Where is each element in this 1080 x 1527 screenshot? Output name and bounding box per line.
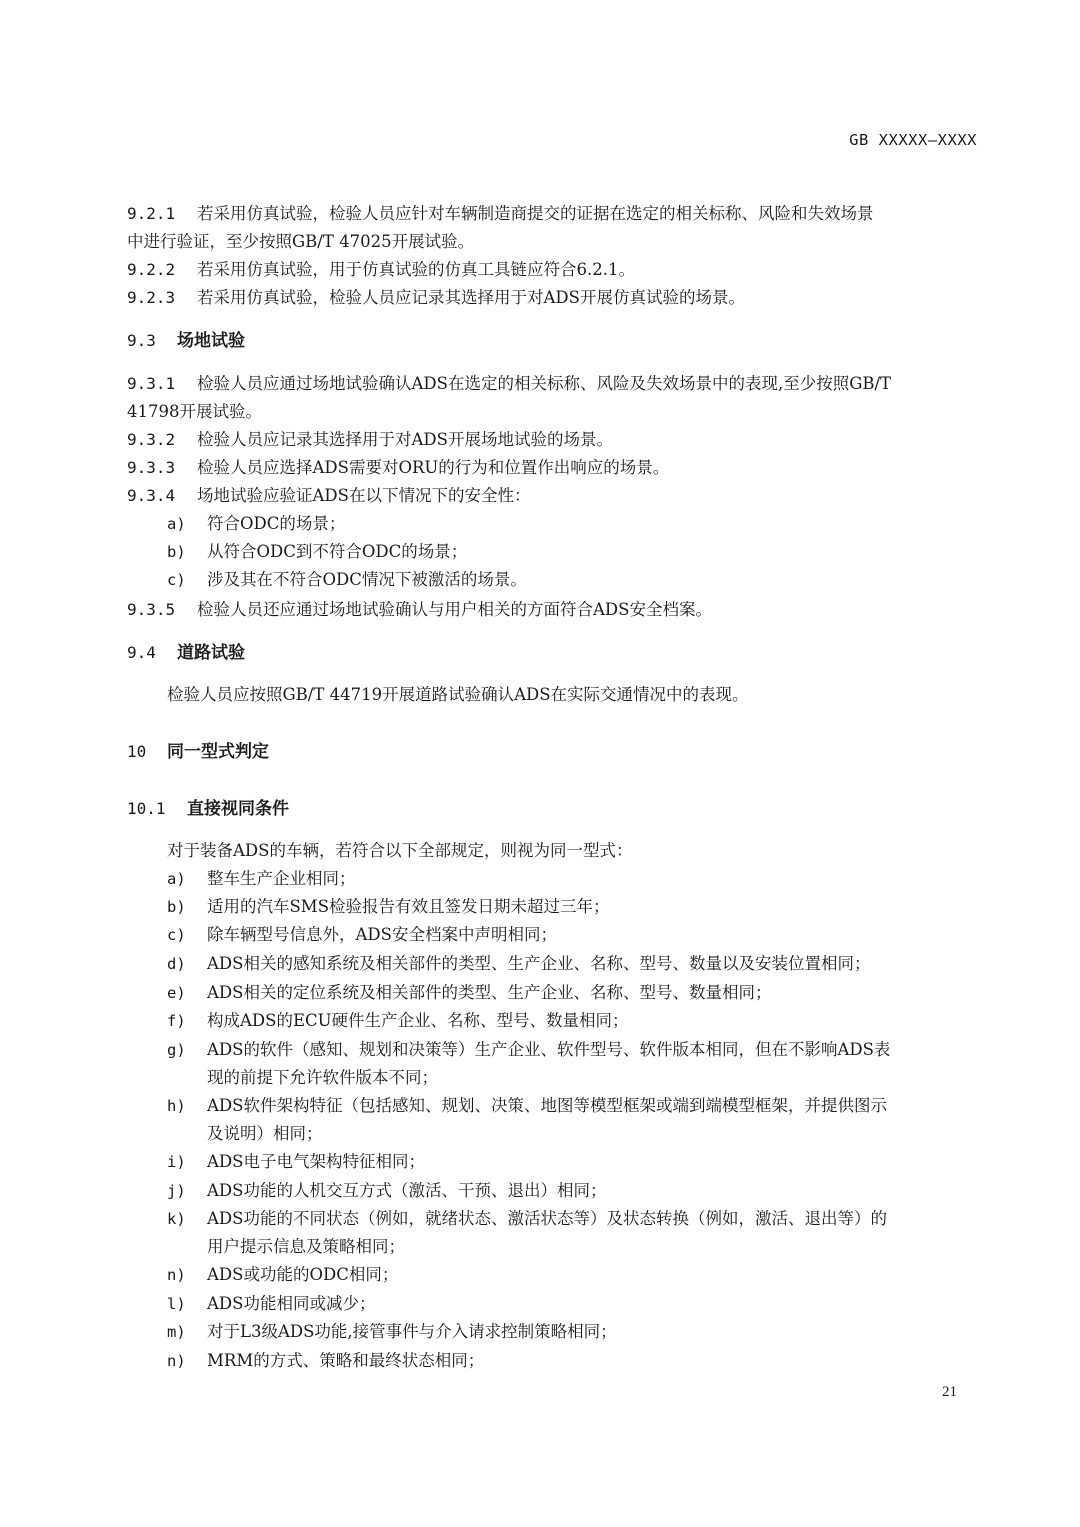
list-text: 现的前提下允许软件版本不同； — [207, 1068, 438, 1087]
list-label: g) — [167, 1041, 186, 1059]
clause-9-3-1-cont — [127, 398, 979, 426]
list-label: k) — [167, 1210, 186, 1228]
clause-text: 中进行验证，至少按照GB/T 47025开展试验。 — [127, 232, 475, 251]
list-text: ADS功能相同或减少； — [207, 1294, 376, 1313]
list-item-cont — [207, 1233, 405, 1261]
document-code: GB XXXXX—XXXX — [849, 131, 977, 149]
list-text: 构成ADS的ECU硬件生产企业、名称、型号、数量相同； — [207, 1011, 629, 1030]
list-item — [167, 1261, 979, 1289]
chapter-title: 同一型式判定 — [167, 742, 269, 762]
list-label: a) — [167, 870, 186, 888]
list-item — [167, 538, 979, 566]
section-number: 9.4 — [127, 643, 156, 662]
clause-9-2-3 — [127, 284, 979, 312]
clause-number: 9.3.1 — [127, 374, 176, 393]
list-item — [167, 950, 979, 978]
clause-text: 41798开展试验。 — [127, 402, 262, 421]
section-heading-10-1 — [127, 795, 979, 823]
clause-text: 检验人员还应通过场地试验确认与用户相关的方面符合ADS安全档案。 — [197, 600, 712, 619]
clause-text: 若采用仿真试验，用于仿真试验的仿真工具链应符合6.2.1。 — [197, 260, 635, 279]
list-text: 用户提示信息及策略相同； — [207, 1237, 405, 1256]
section-heading-9-3 — [127, 327, 979, 355]
list-label: c) — [167, 571, 186, 589]
section-number: 9.3 — [127, 331, 156, 350]
section-title: 直接视同条件 — [187, 799, 289, 819]
list-text: ADS相关的定位系统及相关部件的类型、生产企业、名称、型号、数量相同； — [207, 983, 772, 1002]
clause-text: 若采用仿真试验，检验人员应针对车辆制造商提交的证据在选定的相关标称、风险和失效场景 — [197, 204, 874, 223]
clause-number: 9.3.3 — [127, 458, 176, 477]
list-text: ADS相关的感知系统及相关部件的类型、生产企业、名称、型号、数量以及安装位置相同； — [207, 954, 871, 973]
clause-number: 9.2.1 — [127, 204, 176, 223]
list-label: j) — [167, 1182, 186, 1200]
list-item — [167, 1347, 979, 1375]
list-label: f) — [167, 1012, 186, 1030]
clause-9-3-1 — [127, 370, 979, 398]
list-text: ADS的软件（感知、规划和决策等）生产企业、软件型号、软件版本相同，但在不影响ADS表 — [207, 1040, 891, 1059]
list-text: 对于L3级ADS功能,接管事件与介入请求控制策略相同； — [207, 1322, 617, 1341]
clause-9-3-5 — [127, 596, 979, 624]
list-label: a) — [167, 515, 186, 533]
list-item-cont — [207, 1064, 438, 1092]
list-label: d) — [167, 955, 186, 973]
list-item-cont — [207, 1120, 323, 1148]
list-item — [167, 1318, 979, 1346]
list-item — [167, 1007, 979, 1035]
clause-text: 检验人员应通过场地试验确认ADS在选定的相关标称、风险及失效场景中的表现,至少按照GB/T — [197, 374, 892, 393]
list-text: ADS功能的人机交互方式（激活、干预、退出）相同； — [207, 1181, 607, 1200]
list-item — [167, 921, 979, 949]
list-item — [167, 1092, 979, 1120]
list-label: h) — [167, 1097, 186, 1115]
list-item — [167, 1290, 979, 1318]
list-text: ADS功能的不同状态（例如，就绪状态、激活状态等）及状态转换（例如，激活、退出等）的 — [207, 1209, 887, 1228]
list-label: e) — [167, 984, 186, 1002]
clause-9-2-1 — [127, 200, 979, 228]
clause-text: 若采用仿真试验，检验人员应记录其选择用于对ADS开展仿真试验的场景。 — [197, 288, 745, 307]
list-label: n) — [167, 1352, 186, 1370]
clause-text: 场地试验应验证ADS在以下情况下的安全性： — [197, 486, 531, 505]
list-item — [167, 1205, 979, 1233]
list-label: l) — [167, 1295, 186, 1313]
list-label: c) — [167, 926, 186, 944]
list-text: ADS电子电气架构特征相同； — [207, 1152, 425, 1171]
section-title: 场地试验 — [177, 331, 245, 351]
list-text: 从符合ODC到不符合ODC的场景； — [207, 542, 468, 561]
clause-9-3-3 — [127, 454, 979, 482]
paragraph-text: 对于装备ADS的车辆，若符合以下全部规定，则视为同一型式： — [167, 841, 633, 860]
list-item — [167, 1036, 979, 1064]
list-item — [167, 566, 979, 594]
list-text: 涉及其在不符合ODC情况下被激活的场景。 — [207, 570, 527, 589]
list-text: 适用的汽车SMS检验报告有效且签发日期未超过三年； — [207, 897, 610, 916]
chapter-number: 10 — [127, 742, 147, 761]
list-label: n) — [167, 1266, 186, 1284]
clause-number: 9.3.5 — [127, 600, 176, 619]
list-text: 及说明）相同； — [207, 1124, 323, 1143]
clause-number: 9.2.2 — [127, 260, 176, 279]
list-text: 除车辆型号信息外，ADS安全档案中声明相同； — [207, 925, 557, 944]
list-label: i) — [167, 1153, 186, 1171]
list-text: MRM的方式、策略和最终状态相同； — [207, 1351, 485, 1370]
list-item — [167, 893, 979, 921]
section-heading-9-4 — [127, 639, 979, 667]
list-item — [167, 979, 979, 1007]
clause-9-2-1-cont — [127, 228, 979, 256]
list-item — [167, 865, 979, 893]
list-text: 整车生产企业相同； — [207, 869, 356, 888]
section-10-1-intro — [167, 837, 1019, 865]
list-label: b) — [167, 898, 186, 916]
clause-text: 检验人员应选择ADS需要对ORU的行为和位置作出响应的场景。 — [197, 458, 670, 477]
clause-9-2-2 — [127, 256, 979, 284]
chapter-heading-10 — [127, 738, 979, 766]
paragraph-text: 检验人员应按照GB/T 44719开展道路试验确认ADS在实际交通情况中的表现。 — [167, 685, 749, 704]
list-item — [167, 510, 979, 538]
list-item — [167, 1148, 979, 1176]
clause-9-3-2 — [127, 426, 979, 454]
clause-9-3-4 — [127, 482, 979, 510]
page-number: 21 — [942, 1384, 957, 1400]
section-number: 10.1 — [127, 799, 166, 818]
clause-number: 9.3.2 — [127, 430, 176, 449]
list-text: 符合ODC的场景； — [207, 514, 346, 533]
list-label: m) — [167, 1323, 186, 1341]
list-text: ADS或功能的ODC相同； — [207, 1265, 399, 1284]
clause-number: 9.2.3 — [127, 288, 176, 307]
list-item — [167, 1177, 979, 1205]
clause-text: 检验人员应记录其选择用于对ADS开展场地试验的场景。 — [197, 430, 613, 449]
list-text: ADS软件架构特征（包括感知、规划、决策、地图等模型框架或端到端模型框架，并提供图示 — [207, 1096, 887, 1115]
clause-number: 9.3.4 — [127, 486, 176, 505]
section-9-4-body — [167, 681, 1019, 709]
section-title: 道路试验 — [177, 643, 245, 663]
list-label: b) — [167, 543, 186, 561]
